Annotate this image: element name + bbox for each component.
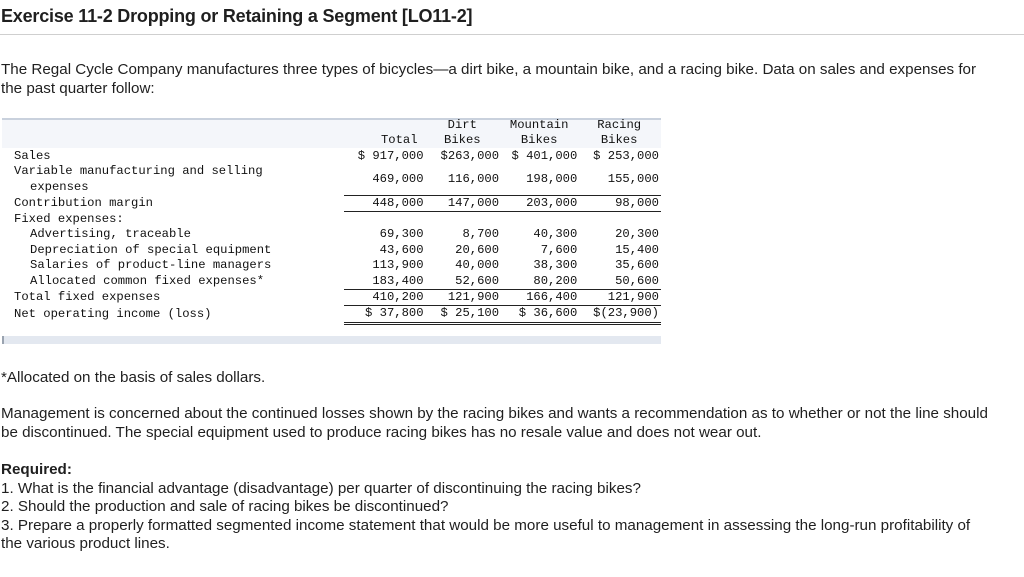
header-total-line1 <box>344 118 426 133</box>
table-scroll-handle <box>2 336 4 344</box>
cell-dirt: 20,600 <box>455 242 500 257</box>
required-section <box>1 461 991 554</box>
cell-total: 183,400 <box>344 274 426 290</box>
header-mountain-line2: Bikes <box>520 133 558 148</box>
cell-dirt: $ 25,100 <box>426 306 501 323</box>
cell-dirt: 40,000 <box>455 258 500 273</box>
required-heading: Required: <box>1 461 72 478</box>
cell-mountain: $ 36,600 <box>501 306 579 323</box>
cell-dirt: 116,000 <box>426 164 501 195</box>
intro-text: The Regal Cycle Company manufactures three types of bicycles—a dirt bike, a mountain bike, and a racing bike. Data on sales and expenses for the past quarter follow: <box>1 61 977 97</box>
cell-dirt: $263,000 <box>440 148 500 163</box>
required-item-1: 1. What is the financial advantage (disadvantage) per quarter of discontinuing the racing bikes? <box>1 479 641 497</box>
row-label-line2: expenses <box>30 179 89 194</box>
cell-mountain: $ 401,000 <box>511 148 578 163</box>
cell-total: $ 37,800 <box>344 306 426 323</box>
row-fixed-expenses-heading <box>14 211 661 227</box>
cell-racing: 35,600 <box>615 258 659 273</box>
cell-racing: 20,300 <box>615 227 659 242</box>
row-label: Depreciation of special equipment <box>30 242 272 257</box>
cell-total: 43,600 <box>379 242 424 257</box>
row-label-line1: Variable manufacturing and selling <box>14 164 263 179</box>
cell-racing: 50,600 <box>579 274 661 290</box>
cell-empty <box>501 211 579 227</box>
row-variable-expenses <box>14 164 661 195</box>
cell-empty <box>426 211 501 227</box>
cell-mountain: 38,300 <box>533 258 578 273</box>
cell-racing: $(23,900) <box>579 306 661 323</box>
row-label <box>14 164 344 195</box>
cell-empty <box>579 211 661 227</box>
cell-dirt: 121,900 <box>426 289 501 305</box>
cell-mountain: 166,400 <box>501 289 579 305</box>
cell-mountain: 7,600 <box>540 242 578 257</box>
cell-total: 448,000 <box>344 195 426 211</box>
required-item-2: 2. Should the production and sale of racing bikes be discontinued? <box>1 498 449 515</box>
header-dirt-line1: Dirt <box>447 118 477 132</box>
header-racing-line2: Bikes <box>600 133 638 148</box>
row-label: Salaries of product-line managers <box>30 258 272 273</box>
cell-total: 69,300 <box>379 227 424 242</box>
management-paragraph: Management is concerned about the continued losses shown by the racing bikes and wants a recommendation as to whether or not the line should be discontinued. The special equipment used to produce racing bikes has no resale value and does not wear out. <box>1 405 988 441</box>
row-total-fixed <box>14 289 661 305</box>
income-statement-table <box>14 118 661 325</box>
cell-total: 469,000 <box>344 164 426 195</box>
row-label: Contribution margin <box>14 195 153 210</box>
title-divider <box>0 34 1024 35</box>
row-label: Sales <box>14 148 51 163</box>
cell-mountain: 40,300 <box>533 227 578 242</box>
cell-racing: $ 253,000 <box>593 148 659 163</box>
row-label: Net operating income (loss) <box>14 306 212 321</box>
cell-racing: 98,000 <box>579 195 661 211</box>
cell-total: $ 917,000 <box>357 148 424 163</box>
row-advertising <box>14 227 661 242</box>
header-racing-line1: Racing <box>597 118 642 132</box>
required-item-3: 3. Prepare a properly formatted segmented income statement that would be more useful to management in assessing the long-run profitability of the various product lines. <box>1 516 971 552</box>
header-dirt-line2: Bikes <box>444 133 481 148</box>
row-label: Fixed expenses: <box>14 211 124 226</box>
cell-dirt: 147,000 <box>426 195 501 211</box>
cell-mountain: 203,000 <box>501 195 579 211</box>
header-mountain-line1: Mountain <box>509 118 569 132</box>
income-statement-panel <box>2 118 661 344</box>
row-depreciation <box>14 243 661 258</box>
row-contribution-margin <box>14 195 661 211</box>
cell-racing: 15,400 <box>615 242 659 257</box>
header-total-line2: Total <box>380 133 418 148</box>
header-label-blank <box>14 133 344 148</box>
cell-empty <box>344 211 426 227</box>
cell-dirt: 8,700 <box>462 227 500 242</box>
cell-dirt: 52,600 <box>426 274 501 290</box>
row-sales <box>14 149 661 164</box>
row-label: Allocated common fixed expenses* <box>30 273 265 288</box>
cell-total: 410,200 <box>344 289 426 305</box>
header-label-blank <box>14 118 344 133</box>
row-label: Total fixed expenses <box>14 289 161 304</box>
cell-mountain: 198,000 <box>501 164 579 195</box>
header-row-1 <box>14 118 661 133</box>
row-label: Advertising, traceable <box>30 227 191 242</box>
row-salaries <box>14 258 661 273</box>
exercise-title: Exercise 11-2 Dropping or Retaining a Segment [LO11-2] <box>1 6 473 26</box>
cell-racing: 155,000 <box>579 164 661 195</box>
footnote: *Allocated on the basis of sales dollars. <box>1 369 266 386</box>
row-net-operating-income <box>14 306 661 323</box>
header-row-2 <box>14 133 661 148</box>
cell-racing: 121,900 <box>579 289 661 305</box>
cell-total: 113,900 <box>372 258 424 273</box>
cell-mountain: 80,200 <box>501 274 579 290</box>
row-allocated-common <box>14 274 661 290</box>
